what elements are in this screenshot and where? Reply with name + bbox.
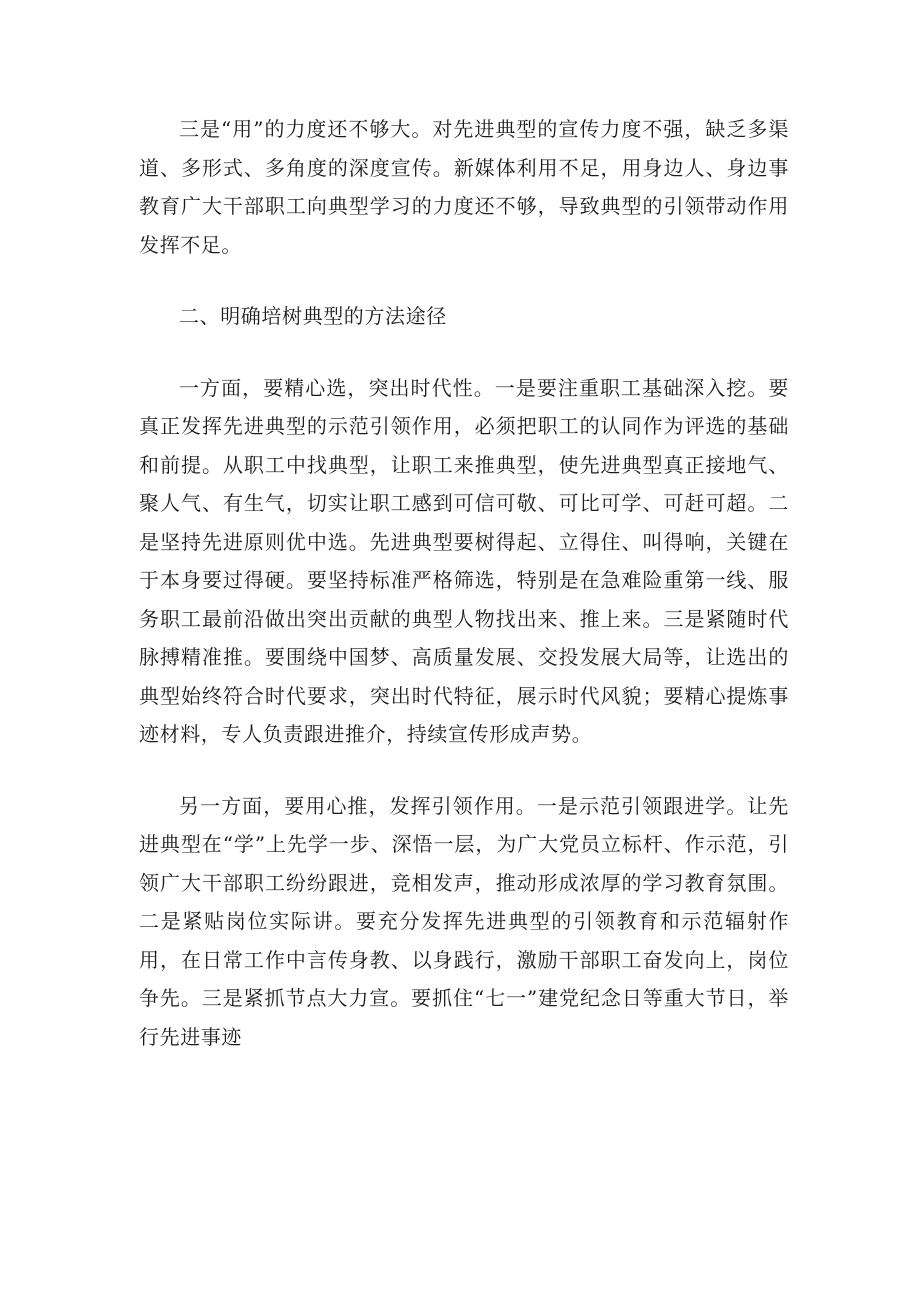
paragraph-careful-selection: 一方面，要精心选，突出时代性。一是要注重职工基础深入挖。要真正发挥先进典型的示范引领作用，必须把职工的认同作为评选的基础和前提。从职工中找典型，让职工来推典型，使先进典型真正接地气、聚人气、有生气，切实让职工感到可信可敬、可比可学、可赶可超。二是坚持先进原则优中选。先进典型要树得起、立得住、叫得响，关键在于本身要过得硬。要坚持标准严格筛选，特别是在急难险重第一线、服务职工最前沿做出突出贡献的典型人物找出来、推上来。三是紧随时代脉搏精准推。要围绕中国梦、高质量发展、交投发展大局等，让选出的典型始终符合时代要求，突出时代特征，展示时代风貌；要精心提炼事迹材料，专人负责跟进推介，持续宣传形成声势。	[139, 375, 789, 746]
paragraph-usage-shortfall: 三是“用”的力度还不够大。对先进典型的宣传力度不强，缺乏多渠道、多形式、多角度的深度宣传。新媒体利用不足，用身边人、身边事教育广大干部职工向典型学习的力度还不够，导致典型的引领带动作用发挥不足。	[139, 117, 789, 257]
paragraph-promotion: 另一方面，要用心推，发挥引领作用。一是示范引领跟进学。让先进典型在“学”上先学一步、深悟一层，为广大党员立标杆、作示范，引领广大干部职工纷纷跟进，竞相发声，推动形成浓厚的学习教育氛围。二是紧贴岗位实际讲。要充分发挥先进典型的引领教育和示范辐射作用，在日常工作中言传身教、以身践行，激励干部职工奋发向上，岗位争先。三是紧抓节点大力宣。要抓住“七一”建党纪念日等重大节日，举行先进事迹	[139, 793, 789, 1049]
section-heading: 二、明确培树典型的方法途径	[179, 304, 447, 328]
document-body	[139, 110, 789, 1056]
